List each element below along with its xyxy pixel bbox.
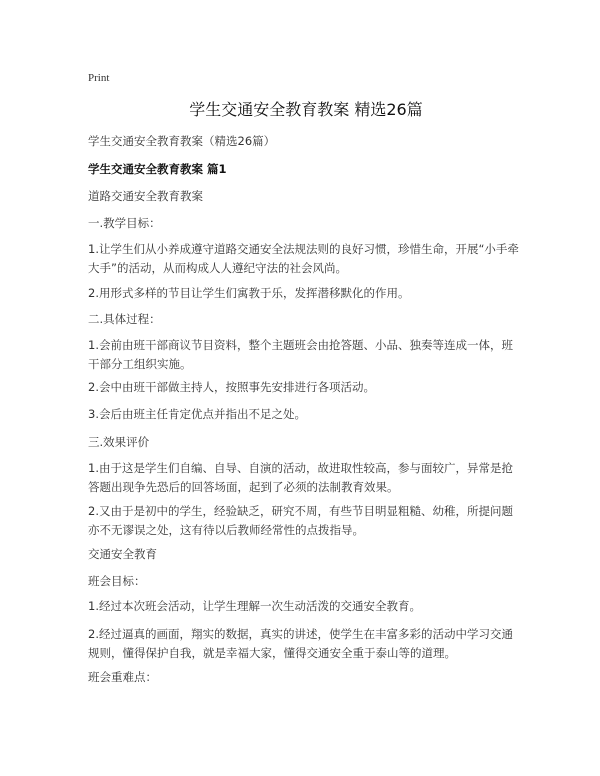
page-title: 学生交通安全教育教案 精选26篇 — [189, 100, 423, 119]
paragraph: 二.具体过程： — [88, 312, 161, 326]
section-heading: 学生交通安全教育教案 篇1 — [88, 162, 227, 176]
paragraph: 2.用形式多样的节目让学生们寓教于乐，发挥潜移默化的作用。 — [88, 286, 410, 300]
paragraph: 交通安全教育 — [88, 547, 157, 561]
paragraph: 1.让学生们从小养成遵守道路交通安全法规法则的良好习惯，珍惜生命，开展“小手牵大手”的活动，从而构成人人遵纪守法的社会风尚。 — [88, 242, 519, 275]
print-link[interactable]: Print — [88, 72, 110, 84]
paragraph: 1.由于这是学生们自编、自导、自演的活动，故进取性较高，参与面较广，异常是抢答题出现争先恐后的回答场面，起到了必须的法制教育效果。 — [88, 461, 513, 494]
paragraph: 班会目标： — [88, 574, 146, 588]
paragraph: 2.经过逼真的画面，翔实的数据，真实的讲述，使学生在丰富多彩的活动中学习交通规则，懂得保护自我，就是幸福大家，懂得交通安全重于泰山等的道理。 — [88, 627, 513, 660]
paragraph: 一.教学目标： — [88, 216, 161, 230]
document-subtitle: 学生交通安全教育教案（精选26篇） — [88, 134, 276, 148]
paragraph: 3.会后由班主任肯定优点并指出不足之处。 — [88, 407, 306, 421]
paragraph: 三.效果评价 — [88, 435, 150, 449]
paragraph: 1.会前由班干部商议节目资料，整个主题班会由抢答题、小品、独奏等连成一体，班干部分工组织实施。 — [88, 338, 513, 371]
paragraph: 道路交通安全教育教案 — [88, 189, 203, 203]
paragraph: 1.经过本次班会活动，让学生理解一次生动活泼的交通安全教育。 — [88, 599, 421, 613]
paragraph: 班会重难点： — [88, 670, 157, 684]
paragraph: 2.又由于是初中的学生，经验缺乏，研究不周，有些节目明显粗糙、幼稚，所提问题亦不无谬误之处，这有待以后教师经常性的点拨指导。 — [88, 504, 513, 537]
paragraph: 2.会中由班干部做主持人，按照事先安排进行各项活动。 — [88, 380, 375, 394]
